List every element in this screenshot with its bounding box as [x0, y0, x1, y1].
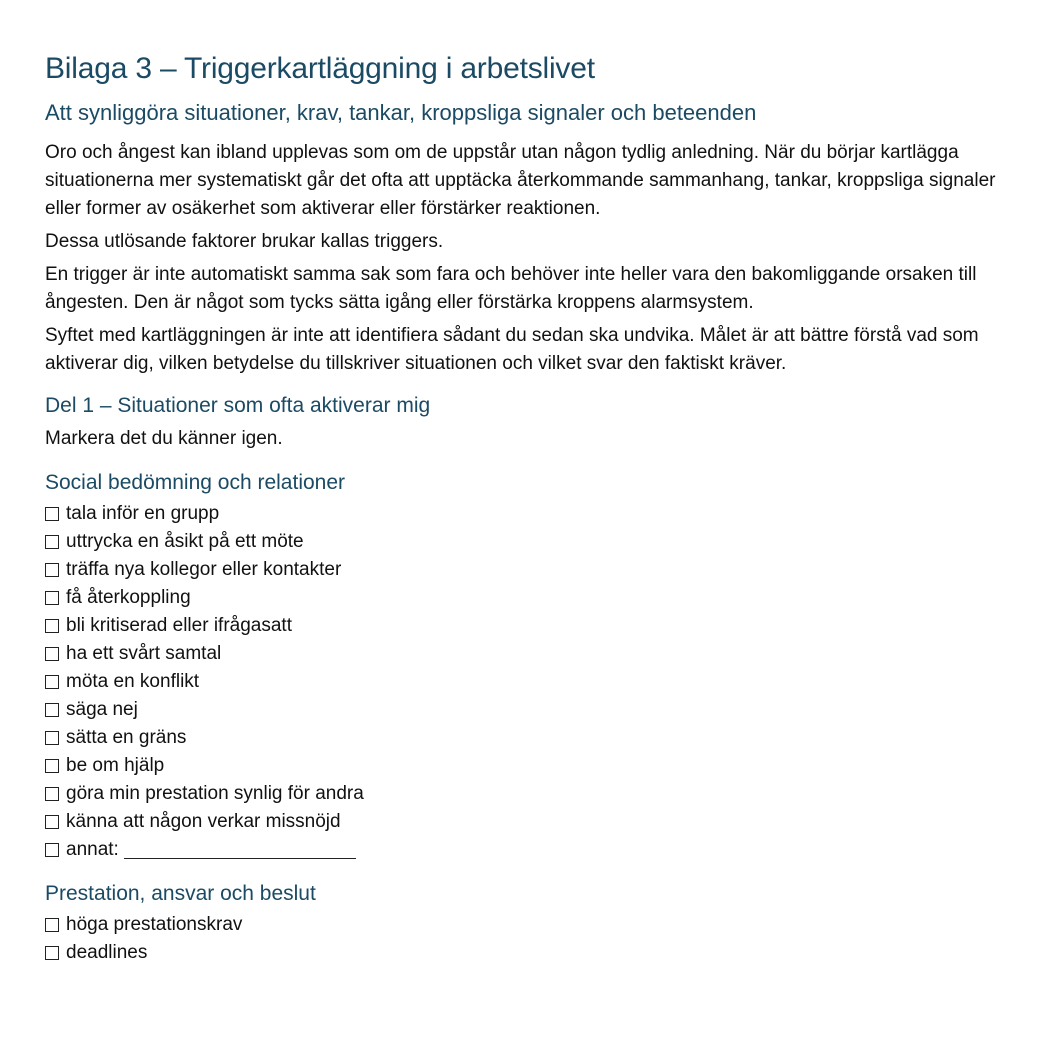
checklist-item-label: träffa nya kollegor eller kontakter: [66, 559, 342, 580]
checklist-item[interactable]: [45, 939, 1008, 967]
checklist-item-label: uttrycka en åsikt på ett möte: [66, 531, 304, 552]
intro-paragraph: Dessa utlösande faktorer brukar kallas triggers.: [45, 231, 444, 252]
intro-paragraph: Oro och ångest kan ibland upplevas som om de uppstår utan någon tydlig anledning. När du börjar kartlägga situationerna mer systematiskt går det ofta att upptäcka återkommande sammanhang, tankar, kroppsliga signaler eller former av osäkerhet som aktiverar eller förstärker reaktionen.: [45, 142, 996, 219]
checklist-item[interactable]: [45, 556, 1008, 584]
checklist-item[interactable]: [45, 780, 1008, 808]
document-subtitle: Att synliggöra situationer, krav, tankar, kroppsliga signaler och beteenden: [45, 100, 757, 125]
checklist-social: [45, 500, 1008, 864]
intro-section: [45, 139, 1008, 378]
checklist-item-label: be om hjälp: [66, 755, 165, 776]
checkbox-icon[interactable]: [45, 731, 59, 745]
checkbox-icon[interactable]: [45, 591, 59, 605]
checkbox-icon[interactable]: [45, 675, 59, 689]
document-title: Bilaga 3 – Triggerkartläggning i arbetslivet: [45, 52, 595, 85]
checklist-item[interactable]: [45, 911, 1008, 939]
checkbox-icon[interactable]: [45, 647, 59, 661]
checkbox-icon[interactable]: [45, 843, 59, 857]
checklist-item-label: bli kritiserad eller ifrågasatt: [66, 615, 292, 636]
checkbox-icon[interactable]: [45, 787, 59, 801]
checklist-item-label: ha ett svårt samtal: [66, 643, 222, 664]
checklist-item[interactable]: [45, 584, 1008, 612]
intro-paragraph: Syftet med kartläggningen är inte att identifiera sådant du sedan ska undvika. Målet är att bättre förstå vad som aktiverar dig, vilken betydelse du tillskriver situationen och vilket svar den faktiskt kräver.: [45, 325, 979, 374]
part-heading: Del 1 – Situationer som ofta aktiverar mig: [45, 394, 431, 417]
checkbox-icon[interactable]: [45, 703, 59, 717]
checklist-item-label: sätta en gräns: [66, 727, 187, 748]
checklist-item-other[interactable]: [45, 836, 1008, 864]
checklist-item-label: tala inför en grupp: [66, 503, 220, 524]
checklist-item[interactable]: [45, 752, 1008, 780]
part-instruction: Markera det du känner igen.: [45, 428, 283, 449]
checklist-item[interactable]: [45, 668, 1008, 696]
checklist-item-label: möta en konflikt: [66, 671, 200, 692]
checklist-item[interactable]: [45, 500, 1008, 528]
checklist-item[interactable]: [45, 724, 1008, 752]
section-heading-social: Social bedömning och relationer: [45, 471, 346, 494]
checklist-item[interactable]: [45, 808, 1008, 836]
checklist-performance: [45, 911, 1008, 967]
checklist-item-label: höga prestationskrav: [66, 914, 243, 935]
checkbox-icon[interactable]: [45, 759, 59, 773]
checkbox-icon[interactable]: [45, 815, 59, 829]
checklist-item[interactable]: [45, 696, 1008, 724]
checklist-item[interactable]: [45, 612, 1008, 640]
checkbox-icon[interactable]: [45, 507, 59, 521]
checklist-item[interactable]: [45, 640, 1008, 668]
checkbox-icon[interactable]: [45, 563, 59, 577]
checklist-item-label: få återkoppling: [66, 587, 191, 608]
checklist-item-label: deadlines: [66, 942, 148, 963]
checkbox-icon[interactable]: [45, 946, 59, 960]
intro-paragraph: En trigger är inte automatiskt samma sak som fara och behöver inte heller vara den bakomliggande orsaken till ångesten. Den är något som tycks sätta igång eller förstärka kroppens alarmsystem.: [45, 264, 977, 313]
section-heading-performance: Prestation, ansvar och beslut: [45, 882, 316, 905]
checkbox-icon[interactable]: [45, 535, 59, 549]
checkbox-icon[interactable]: [45, 918, 59, 932]
checklist-item-label: annat:: [66, 839, 119, 860]
checklist-item-label: säga nej: [66, 699, 138, 720]
checklist-item-label: känna att någon verkar missnöjd: [66, 811, 341, 832]
checkbox-icon[interactable]: [45, 619, 59, 633]
checklist-item[interactable]: [45, 528, 1008, 556]
checklist-item-label: göra min prestation synlig för andra: [66, 783, 364, 804]
fill-in-line[interactable]: [124, 841, 356, 859]
